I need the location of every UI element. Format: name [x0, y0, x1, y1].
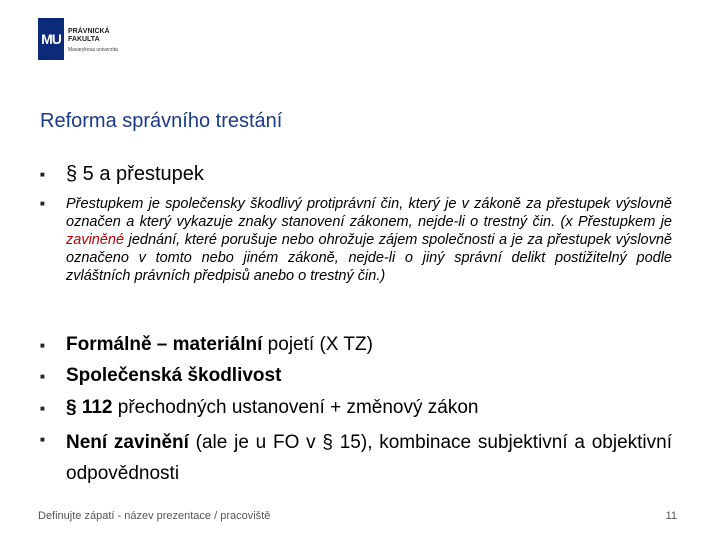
list-item-text: pojetí (X TZ) — [262, 334, 373, 355]
list-item-bold: Formálně – materiální — [66, 334, 263, 355]
logo-line1: PRÁVNICKÁ — [68, 28, 110, 35]
bullet-icon: ■ — [40, 404, 45, 413]
bullet-icon: ■ — [40, 372, 45, 381]
list-item-text: přechodných ustanovení + změnový zákon — [112, 397, 479, 418]
paragraph-text: jednání, které porušuje nebo ohrožuje zájem společnosti a je za přestupek výslovně označeno v tomto nebo jiném zákoně, nejde-li o jiný správní delikt postižitelný podle zvláštních právních předpisů anebo o trestný čin.) — [66, 232, 672, 284]
list-item-bold: Není zavinění — [66, 432, 189, 453]
list-item — [66, 396, 666, 419]
bullet-icon: ■ — [40, 170, 45, 179]
definition-paragraph — [66, 195, 672, 285]
logo-faculty-name — [68, 28, 110, 44]
slide-title: Reforma správního trestání — [40, 110, 283, 132]
list-item — [66, 427, 672, 489]
page-number: 11 — [665, 510, 677, 522]
footer-text: Definujte zápatí - název prezentace / pracoviště — [38, 510, 271, 522]
list-item-bold: Společenská škodlivost — [66, 365, 282, 386]
list-item — [66, 333, 666, 356]
mu-logo-icon: MU — [38, 18, 64, 60]
list-item-bold: § 112 — [66, 397, 113, 418]
logo-line2: FAKULTA — [68, 36, 100, 43]
list-item — [66, 364, 666, 387]
faculty-logo — [38, 18, 138, 62]
bullet-icon: ■ — [40, 341, 45, 350]
highlight-word: zaviněné — [66, 232, 125, 248]
paragraph-text: Přestupkem je společensky škodlivý protiprávní čin, který je v zákoně za přestupek výslovně označen a který vykazuje znaky stanovení zákonem, nejde-li o trestný čin. (x Přestupkem je — [66, 196, 672, 230]
logo-university: Masarykova univerzita — [68, 47, 118, 53]
bullet-icon: ■ — [40, 435, 45, 444]
bullet-icon: ■ — [40, 199, 45, 208]
list-item-text: (ale je u FO v § 15), kombinace subjektivní a objektivní odpovědnosti — [66, 432, 673, 484]
bullet-heading: § 5 a přestupek — [66, 163, 204, 185]
